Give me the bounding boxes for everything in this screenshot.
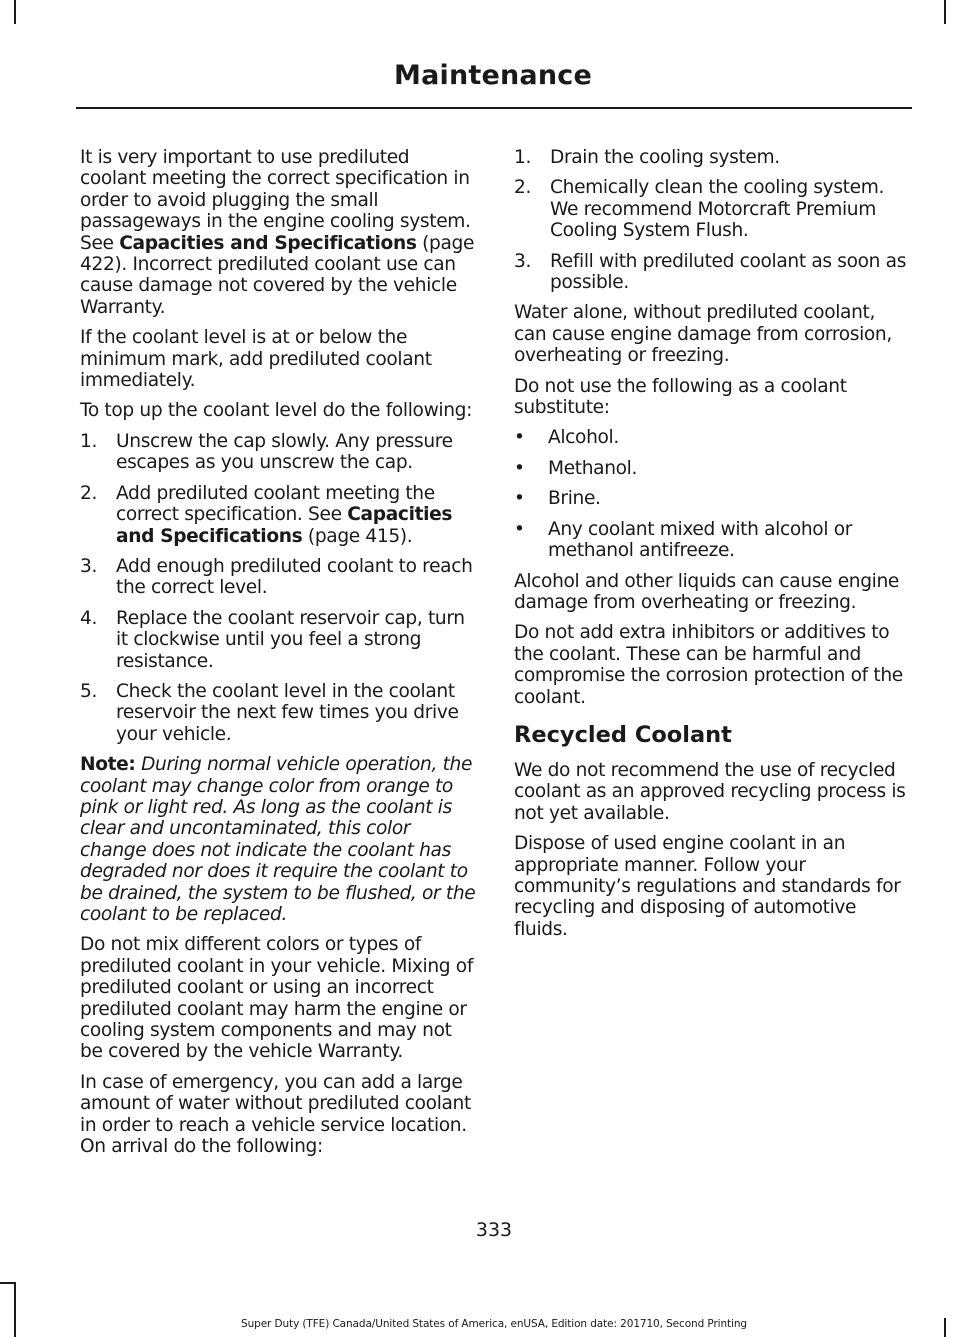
right-column (514, 147, 910, 949)
paragraph-recycled: We do not recommend the use of recycled coolant as an approved recycling process is not yet available. (514, 759, 906, 824)
list-item: 3. Add enough prediluted coolant to reach the correct level. (80, 555, 473, 599)
page-header-title: Maintenance (394, 60, 592, 91)
bullet-item: • Methanol. (514, 457, 638, 479)
header-rule (76, 107, 912, 109)
list-item: 3. Refill with prediluted coolant as soon as possible. (514, 250, 907, 294)
paragraph-water-alone: Water alone, without prediluted coolant, can cause engine damage from corrosion, overheating or freezing. (514, 302, 892, 367)
paragraph-do-not-mix: Do not mix different colors or types of prediluted coolant in your vehicle. Mixing of prediluted coolant or using an incorrect prediluted coolant may harm the engine or cooling system components and may not be covered by the vehicle Warranty. (80, 934, 474, 1063)
crop-mark-bottom-left-h (0, 1282, 16, 1284)
list-item: 5. Check the coolant level in the coolant reservoir the next few times you drive your vehicle. (80, 680, 459, 745)
bullet-item: • Any coolant mixed with alcohol or methanol antifreeze. (514, 518, 853, 562)
footer-edition-info: Super Duty (TFE) Canada/United States of America, enUSA, Edition date: 201710, Second Printing (241, 1318, 747, 1330)
paragraph-top-up-intro: To top up the coolant level do the following: (80, 400, 473, 422)
paragraph-no-additives: Do not add extra inhibitors or additives to the coolant. These can be harmful and compromise the corrosion protection of the coolant. (514, 622, 903, 708)
bullet-icon: • (514, 457, 525, 479)
page-number: 333 (475, 1219, 513, 1241)
paragraph-substitute-intro: Do not use the following as a coolant substitute: (514, 375, 847, 419)
xref-capacities[interactable]: Capacities and Specifications (116, 504, 453, 547)
list-item: 1. Drain the cooling system. (514, 147, 780, 168)
crop-mark-top-left (14, 0, 16, 24)
list-item: 2. Add prediluted coolant meeting the correct specification. See Capacities and Specifications (page 415). (80, 482, 453, 547)
note-color-change: Note: During normal vehicle operation, the coolant may change color from orange to pink or light red. As long as the coolant is clear and uncontaminated, this color change does not indicate the coolant has degraded nor does it require the coolant to be drained, the system to be flushed, or the coolant to be replaced. (80, 754, 476, 925)
paragraph-dispose: Dispose of used engine coolant in an appropriate manner. Follow your community’s regulations and standards for recycling and disposing of automotive fluids. (514, 833, 901, 940)
xref-capacities[interactable]: Capacities and Specifications (119, 232, 417, 254)
left-column (80, 147, 476, 1166)
bullet-icon: • (514, 518, 525, 540)
crop-mark-top-right (944, 0, 946, 24)
paragraph-minimum-mark: If the coolant level is at or below the minimum mark, add prediluted coolant immediately. (80, 327, 432, 392)
list-item: 4. Replace the coolant reservoir cap, turn it clockwise until you feel a strong resistance. (80, 607, 465, 672)
list-item: 1. Unscrew the cap slowly. Any pressure escapes as you unscrew the cap. (80, 430, 453, 474)
paragraph-emergency: In case of emergency, you can add a large amount of water without prediluted coolant in order to reach a vehicle service location. On arrival do the following: (80, 1071, 471, 1158)
list-item: 2. Chemically clean the cooling system. We recommend Motorcraft Premium Cooling System Flush. (514, 177, 885, 242)
paragraph-alcohol-liquids: Alcohol and other liquids can cause engine damage from overheating or freezing. (514, 570, 900, 613)
bullet-icon: • (514, 488, 525, 510)
bullet-item: • Brine. (514, 488, 601, 510)
paragraph-prediluted-importance: It is very important to use prediluted coolant meeting the correct specification in order to avoid plugging the small passageways in the engine cooling system. See Capacities and Specifications (page 422). Incorrect prediluted coolant use can cause damage not covered by the vehicle Warranty. (80, 147, 475, 318)
bullet-item: • Alcohol. (514, 427, 619, 449)
bullet-icon: • (514, 427, 525, 449)
section-heading-recycled-coolant: Recycled Coolant (514, 721, 732, 748)
